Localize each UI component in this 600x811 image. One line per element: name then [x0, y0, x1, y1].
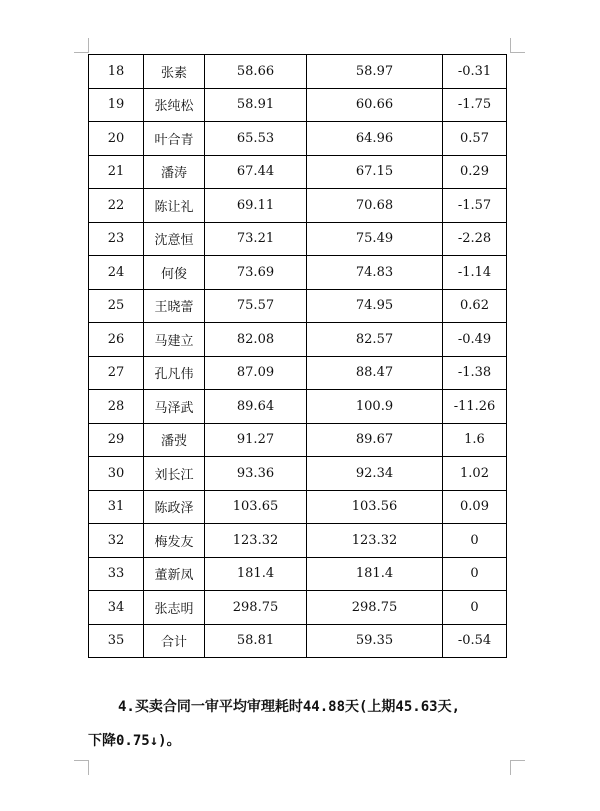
previous-days-cell: 89.67 [307, 423, 443, 457]
table-row [89, 423, 507, 457]
table-row [89, 55, 507, 89]
previous-days-cell: 92.34 [307, 457, 443, 491]
row-number-cell: 34 [89, 591, 144, 625]
previous-days-cell: 123.32 [307, 524, 443, 558]
judge-duration-table [88, 54, 507, 658]
change-value-cell: -0.54 [443, 624, 507, 658]
current-days-cell: 73.69 [205, 256, 307, 290]
judge-name-cell: 陈让礼 [144, 189, 205, 223]
crop-mark-top-right [510, 38, 525, 53]
previous-days-cell: 181.4 [307, 557, 443, 591]
previous-days-cell: 75.49 [307, 222, 443, 256]
table-row [89, 557, 507, 591]
row-number-cell: 20 [89, 122, 144, 156]
change-value-cell: -1.38 [443, 356, 507, 390]
change-value-cell: -2.28 [443, 222, 507, 256]
crop-mark-top-left [74, 38, 89, 53]
previous-days-cell: 88.47 [307, 356, 443, 390]
row-number-cell: 35 [89, 624, 144, 658]
previous-days-cell: 298.75 [307, 591, 443, 625]
previous-days-cell: 59.35 [307, 624, 443, 658]
previous-days-cell: 64.96 [307, 122, 443, 156]
current-days-cell: 89.64 [205, 390, 307, 424]
table-row [89, 88, 507, 122]
judge-name-cell: 马泽武 [144, 390, 205, 424]
judge-name-cell: 张素 [144, 55, 205, 89]
table-row [89, 222, 507, 256]
table-row [89, 390, 507, 424]
previous-days-cell: 60.66 [307, 88, 443, 122]
current-days-cell: 75.57 [205, 289, 307, 323]
current-days-cell: 58.66 [205, 55, 307, 89]
previous-days-cell: 70.68 [307, 189, 443, 223]
previous-days-cell: 74.83 [307, 256, 443, 290]
previous-days-cell: 58.97 [307, 55, 443, 89]
summary-line-2: 下降0.75↓)。 [88, 733, 181, 749]
change-value-cell: 1.02 [443, 457, 507, 491]
judge-name-cell: 张纯松 [144, 88, 205, 122]
current-days-cell: 123.32 [205, 524, 307, 558]
row-number-cell: 28 [89, 390, 144, 424]
change-value-cell: 0 [443, 524, 507, 558]
judge-name-cell: 梅发友 [144, 524, 205, 558]
row-number-cell: 21 [89, 155, 144, 189]
previous-days-cell: 103.56 [307, 490, 443, 524]
change-value-cell: 0.09 [443, 490, 507, 524]
judge-name-cell: 合计 [144, 624, 205, 658]
current-days-cell: 67.44 [205, 155, 307, 189]
judge-name-cell: 王晓蕾 [144, 289, 205, 323]
current-days-cell: 65.53 [205, 122, 307, 156]
row-number-cell: 25 [89, 289, 144, 323]
row-number-cell: 24 [89, 256, 144, 290]
change-value-cell: -1.75 [443, 88, 507, 122]
judge-name-cell: 刘长江 [144, 457, 205, 491]
table-row [89, 624, 507, 658]
table-row [89, 591, 507, 625]
change-value-cell: -0.49 [443, 323, 507, 357]
judge-name-cell: 沈意恒 [144, 222, 205, 256]
change-value-cell: 0 [443, 557, 507, 591]
previous-days-cell: 82.57 [307, 323, 443, 357]
judge-name-cell: 董新凤 [144, 557, 205, 591]
judge-name-cell: 马建立 [144, 323, 205, 357]
table-row [89, 122, 507, 156]
row-number-cell: 23 [89, 222, 144, 256]
table-row [89, 323, 507, 357]
current-days-cell: 82.08 [205, 323, 307, 357]
table-row [89, 524, 507, 558]
row-number-cell: 18 [89, 55, 144, 89]
change-value-cell: 0 [443, 591, 507, 625]
change-value-cell: 0.62 [443, 289, 507, 323]
current-days-cell: 298.75 [205, 591, 307, 625]
current-days-cell: 58.81 [205, 624, 307, 658]
current-days-cell: 87.09 [205, 356, 307, 390]
row-number-cell: 29 [89, 423, 144, 457]
table-body [89, 55, 507, 658]
judge-name-cell: 何俊 [144, 256, 205, 290]
previous-days-cell: 67.15 [307, 155, 443, 189]
previous-days-cell: 74.95 [307, 289, 443, 323]
previous-days-cell: 100.9 [307, 390, 443, 424]
table-row [89, 189, 507, 223]
judge-name-cell: 叶合青 [144, 122, 205, 156]
change-value-cell: -11.26 [443, 390, 507, 424]
current-days-cell: 91.27 [205, 423, 307, 457]
row-number-cell: 30 [89, 457, 144, 491]
table-row [89, 490, 507, 524]
row-number-cell: 26 [89, 323, 144, 357]
change-value-cell: 1.6 [443, 423, 507, 457]
crop-mark-bottom-left [74, 760, 89, 775]
row-number-cell: 33 [89, 557, 144, 591]
judge-name-cell: 潘涛 [144, 155, 205, 189]
row-number-cell: 19 [89, 88, 144, 122]
judge-name-cell: 张志明 [144, 591, 205, 625]
table-row [89, 356, 507, 390]
row-number-cell: 22 [89, 189, 144, 223]
current-days-cell: 93.36 [205, 457, 307, 491]
table-row [89, 256, 507, 290]
change-value-cell: -0.31 [443, 55, 507, 89]
change-value-cell: 0.29 [443, 155, 507, 189]
current-days-cell: 181.4 [205, 557, 307, 591]
crop-mark-bottom-right [510, 760, 525, 775]
current-days-cell: 69.11 [205, 189, 307, 223]
table-row [89, 457, 507, 491]
row-number-cell: 27 [89, 356, 144, 390]
judge-name-cell: 孔凡伟 [144, 356, 205, 390]
change-value-cell: -1.14 [443, 256, 507, 290]
change-value-cell: -1.57 [443, 189, 507, 223]
current-days-cell: 58.91 [205, 88, 307, 122]
judge-name-cell: 潘弢 [144, 423, 205, 457]
table-row [89, 289, 507, 323]
current-days-cell: 73.21 [205, 222, 307, 256]
row-number-cell: 32 [89, 524, 144, 558]
table-row [89, 155, 507, 189]
row-number-cell: 31 [89, 490, 144, 524]
judge-name-cell: 陈政泽 [144, 490, 205, 524]
summary-paragraph [88, 690, 512, 758]
change-value-cell: 0.57 [443, 122, 507, 156]
summary-line-1: 4.买卖合同一审平均审理耗时44.88天(上期45.63天, [118, 699, 461, 715]
current-days-cell: 103.65 [205, 490, 307, 524]
